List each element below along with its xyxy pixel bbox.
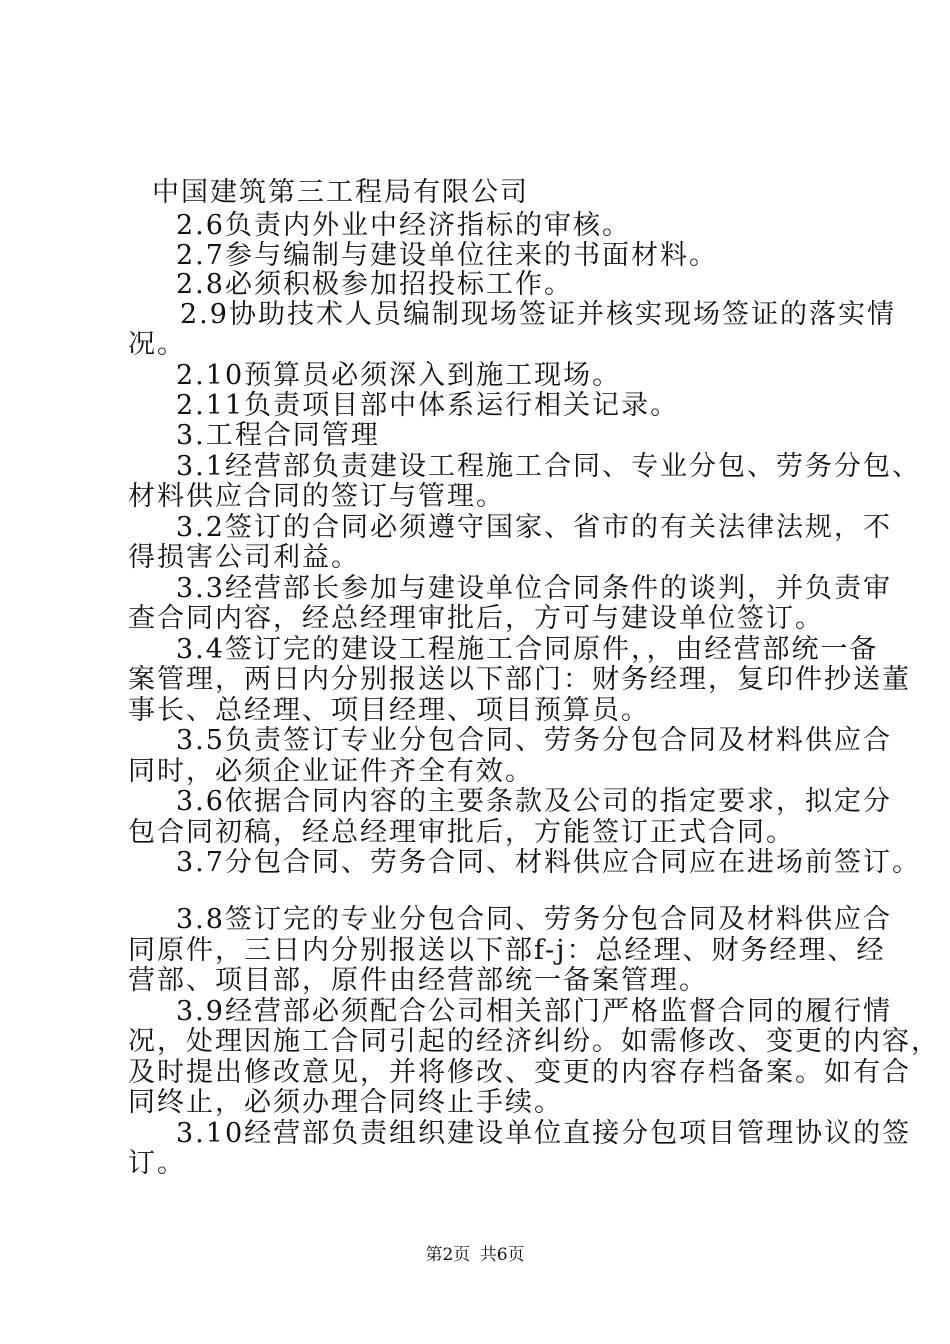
paragraph-line: 2.11负责项目部中体系运行相关记录。 — [176, 390, 680, 421]
company-heading: 中国建筑第三工程局有限公司 — [152, 177, 529, 208]
section-heading: 3.工程合同管理 — [176, 420, 380, 451]
paragraph-line: 3.8签订完的专业分包合同、劳务分包合同及材料供应合 — [176, 904, 892, 935]
paragraph-line: 营部、项目部，原件由经营部统一备案管理。 — [128, 965, 708, 996]
paragraph-line: 同终止，必须办理合同终止手续。 — [128, 1087, 563, 1118]
paragraph-line: 得损害公司利益。 — [128, 542, 360, 573]
page-number: 第2页 — [425, 1245, 471, 1265]
paragraph-line: 况，处理因施工合同引起的经济纠纷。如需修改、变更的内容， — [128, 1026, 940, 1057]
paragraph-line: 同时，必须企业证件齐全有效。 — [128, 756, 534, 787]
paragraph-line: 3.7分包合同、劳务合同、材料供应合同应在进场前签订。 — [176, 847, 921, 878]
paragraph-line: 2.9协助技术人员编制现场签证并核实现场签证的落实情 — [180, 299, 896, 330]
paragraph-line: 包合同初稿，经总经理审批后，方能签订正式合同。 — [128, 817, 795, 848]
paragraph-line: 材料供应合同的签订与管理。 — [128, 481, 505, 512]
paragraph-line: 订。 — [128, 1148, 186, 1179]
paragraph-line: 2.6负责内外业中经济指标的审核。 — [176, 210, 631, 241]
paragraph-line: 3.5负责签订专业分包合同、劳务分包合同及材料供应合 — [176, 725, 892, 756]
paragraph-line: 3.9经营部必须配合公司相关部门严格监督合同的履行情 — [176, 996, 892, 1027]
paragraph-line: 案管理，两日内分别报送以下部门：财务经理，复印件抄送董 — [128, 664, 911, 695]
page-footer — [0, 1245, 950, 1265]
paragraph-line: 3.10经营部负责组织建设单位直接分包项目管理协议的签 — [176, 1118, 912, 1149]
paragraph-line: 3.1经营部负责建设工程施工合同、专业分包、劳务分包、 — [176, 451, 921, 482]
page-total: 共6页 — [479, 1245, 525, 1265]
paragraph-line: 查合同内容，经总经理审批后，方可与建设单位签订。 — [128, 603, 824, 634]
paragraph-line: 2.7参与编制与建设单位往来的书面材料。 — [176, 240, 718, 271]
paragraph-line: 3.3经营部长参加与建设单位合同条件的谈判，并负责审 — [176, 573, 892, 604]
paragraph-line: 况。 — [128, 329, 186, 360]
paragraph-line: 3.2签订的合同必须遵守国家、省市的有关法律法规，不 — [176, 512, 892, 543]
paragraph-line: 同原件，三日内分别报送以下部f-j：总经理、财务经理、经 — [128, 935, 886, 966]
paragraph-line: 3.6依据合同内容的主要条款及公司的指定要求，拟定分 — [176, 786, 892, 817]
paragraph-line: 事长、总经理、项目经理、项目预算员。 — [128, 695, 650, 726]
paragraph-line: 及时提出修改意见，并将修改、变更的内容存档备案。如有合 — [128, 1057, 911, 1088]
paragraph-line: 3.4签订完的建设工程施工合同原件，，由经营部统一备 — [176, 634, 879, 665]
paragraph-line: 2.10预算员必须深入到施工现场。 — [176, 360, 622, 391]
paragraph-line: 2.8必须积极参加招投标工作。 — [176, 269, 573, 300]
